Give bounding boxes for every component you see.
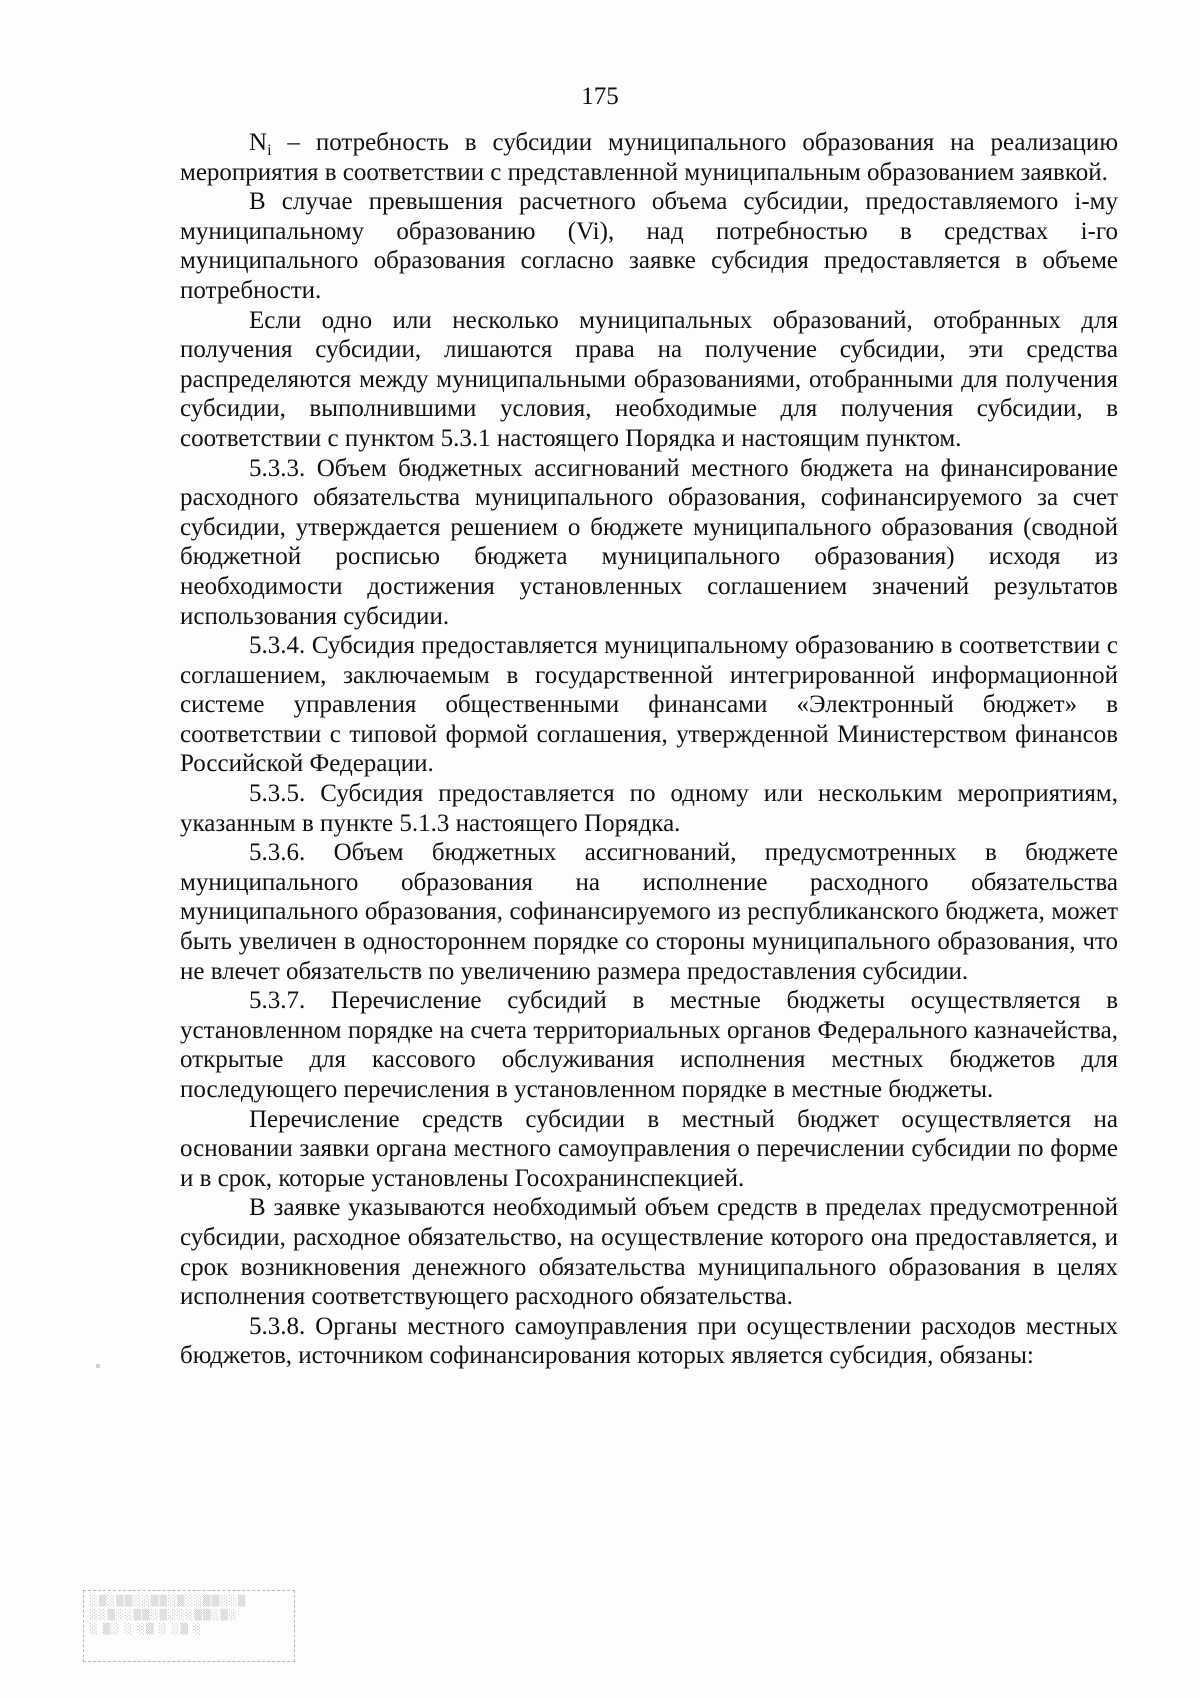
ni-symbol: N [249, 129, 268, 156]
ni-definition-text: – потребность в субсидии муниципального образования на реализацию мероприятия в соответствии с представленной муниципальным образованием заявкой. [180, 129, 1118, 186]
paragraph: В заявке указываются необходимый объем средств в пределах предусмотренной субсидии, расходное обязательство, на осуществление которого она предоставляется, и срок возникновения денежного обязательства муниципального образования в целях исполнения соответствующего расходного обязательства. [180, 1194, 1118, 1311]
paragraph-5-3-6: 5.3.6. Объем бюджетных ассигнований, предусмотренных в бюджете муниципального образования на исполнение расходного обязательства муниципального образования, софинансируемого из республиканского бюджета, может быть увеличен в одностороннем порядке со стороны муниципального образования, что не влечет обязательств по увеличению размера предоставления субсидии. [180, 839, 1118, 985]
body-text [180, 128, 1118, 1371]
paragraph-5-3-4: 5.3.4. Субсидия предоставляется муниципальному образованию в соответствии с соглашением, заключаемым в государственной интегрированной информационной системе управления общественными финансами «Электронный бюджет» в соответствии с типовой формой соглашения, утвержденной Министерством финансов Российской Федерации. [180, 632, 1118, 778]
paragraph-5-3-3: 5.3.3. Объем бюджетных ассигнований местного бюджета на финансирование расходного обязательства муниципального образования, софинансируемого за счет субсидии, утверждается решением о бюджете муниципального образования (сводной бюджетной росписью бюджета муниципального образования) исходя из необходимости достижения установленных соглашением значений результатов использования субсидии. [180, 454, 1118, 630]
page-number: 175 [581, 83, 619, 110]
scan-artifact [96, 1364, 100, 1368]
paragraph: Если одно или несколько муниципальных образований, отобранных для получения субсидии, лишаются права на получение субсидии, эти средства распределяются между муниципальными образованиями, отобранными для получения субсидии, выполнившими условия, необходимые для получения субсидии, в соответствии с пунктом 5.3.1 настоящего Порядка и настоящим пунктом. [180, 306, 1118, 452]
paragraph-ni-definition [180, 128, 1118, 187]
paragraph: В случае превышения расчетного объема субсидии, предоставляемого i-му муниципальному образованию (Vi), над потребностью в средствах i-го муниципального образования согласно заявке субсидия предоставляется в объеме потребности. [180, 188, 1118, 304]
paragraph-5-3-8: 5.3.8. Органы местного самоуправления при осуществлении расходов местных бюджетов, источником софинансирования которых является субсидия, обязаны: [180, 1312, 1118, 1370]
paragraph-5-3-7: 5.3.7. Перечисление субсидий в местные бюджеты осуществляется в установленном порядке на счета территориальных органов Федерального казначейства, открытые для кассового обслуживания исполнения местных бюджетов для последующего перечисления в установленном порядке в местные бюджеты. [180, 987, 1118, 1103]
paragraph-5-3-5: 5.3.5. Субсидия предоставляется по одному или нескольким мероприятиям, указанным в пункте 5.1.3 настоящего Порядка. [180, 780, 1118, 837]
ni-subscript: i [267, 142, 272, 159]
paragraph: Перечисление средств субсидии в местный бюджет осуществляется на основании заявки органа местного самоуправления о перечислении субсидии по форме и в срок, которые установлены Госохранинспекцией. [180, 1105, 1118, 1192]
registration-stamp: ░▒░▒▒░░▒▒░▒░░▒▒░░▒ ░░▒░░▒▒░▒░░░▒▒░▒░ ░ ▒░ ░ ░▒ ░ ░▒ ░ [83, 1590, 295, 1662]
